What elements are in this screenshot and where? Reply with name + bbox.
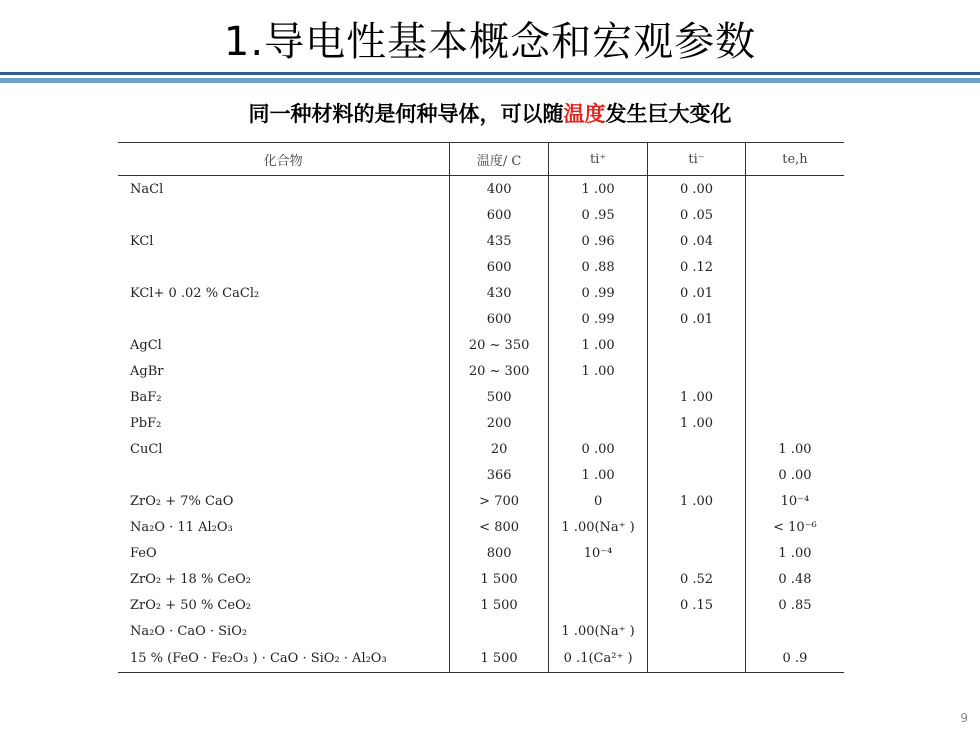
cell-cation [549,410,648,436]
cell-anion: 1 .00 [648,384,746,410]
cell-anion [648,436,746,462]
cell-electron [745,332,844,358]
cell-electron [745,202,844,228]
cell-anion: 0 .04 [648,228,746,254]
cell-electron [745,280,844,306]
transference-number-table [118,142,844,673]
cell-anion [648,618,746,644]
cell-compound: CuCl [130,441,163,457]
cell-anion: 1 .00 [648,410,746,436]
cell-compound [118,254,450,280]
cell-temperature: > 700 [450,488,549,514]
cell-electron [745,228,844,254]
cell-electron [745,384,844,410]
cell-compound: AgBr [130,363,164,379]
cell-compound: AgCl [130,337,162,353]
slide-title: 1.导电性基本概念和宏观参数 [223,19,757,65]
cell-cation: 0 .99 [549,280,648,306]
header-compound: 化合物 [118,143,450,176]
cell-cation: 1 .00 [549,358,648,384]
cell-electron: 0 .9 [745,644,844,673]
table-row [118,592,844,618]
cell-temperature: 1 500 [450,644,549,673]
cell-cation: 0 [549,488,648,514]
cell-cation [549,592,648,618]
cell-electron [745,358,844,384]
table-row [118,488,844,514]
cell-temperature: 435 [450,228,549,254]
cell-compound: 15 % (FeO · Fe₂O₃ ) · CaO · SiO₂ · Al₂O₃ [118,644,450,673]
table-row [118,436,844,462]
cell-cation: 0 .95 [549,202,648,228]
cell-anion: 1 .00 [648,488,746,514]
cell-electron: 0 .48 [745,566,844,592]
cell-anion: 0 .05 [648,202,746,228]
cell-compound: BaF₂ [130,389,162,405]
cell-anion [648,644,746,673]
cell-cation: 0 .88 [549,254,648,280]
subtitle-text-end: 发生巨大变化 [605,102,732,126]
cell-cation: 1 .00 [549,332,648,358]
header-cation-number: ti⁺ [549,143,648,176]
cell-cation: 1 .00 [549,176,648,203]
cell-anion [648,358,746,384]
cell-temperature: 200 [450,410,549,436]
cell-compound [118,202,450,228]
cell-electron: 0 .85 [745,592,844,618]
cell-electron: 1 .00 [745,436,844,462]
cell-compound: PbF₂ [130,415,162,431]
cell-compound: FeO [130,545,157,561]
header-temperature: 温度/ C [450,143,549,176]
cell-compound [118,306,450,332]
cell-temperature: 500 [450,384,549,410]
table-row [118,280,844,306]
cell-compound: Na₂O · CaO · SiO₂ [130,623,248,639]
cell-temperature: 600 [450,306,549,332]
table-row [118,176,844,203]
cell-anion [648,332,746,358]
cell-electron [745,410,844,436]
cell-temperature: 20 [450,436,549,462]
cell-electron [745,254,844,280]
cell-electron [745,176,844,203]
cell-temperature: 20 ~ 350 [450,332,549,358]
cell-temperature: < 800 [450,514,549,540]
cell-cation [549,384,648,410]
table-row [118,514,844,540]
cell-compound: KCl+ 0 .02 % CaCl₂ [130,285,260,301]
cell-anion: 0 .00 [648,176,746,203]
cell-electron: 0 .00 [745,462,844,488]
table-row [118,202,844,228]
cell-temperature: 1 500 [450,566,549,592]
table-row [118,332,844,358]
cell-cation [549,566,648,592]
subtitle-highlight: 温度 [563,102,606,126]
cell-cation: 1 .00 [549,462,648,488]
table-row [118,306,844,332]
cell-anion [648,462,746,488]
cell-cation: 0 .00 [549,436,648,462]
cell-temperature: 430 [450,280,549,306]
slide-subtitle [0,98,980,128]
table-row [118,410,844,436]
cell-cation: 1 .00(Na⁺ ) [549,514,648,540]
cell-compound: ZrO₂ + 7% CaO [130,493,234,509]
cell-cation: 1 .00(Na⁺ ) [549,618,648,644]
subtitle-text: 同一种材料的是何种导体，可以随 [248,102,564,126]
cell-compound: Na₂O · 11 Al₂O₃ [130,519,233,535]
cell-cation: 0 .1(Ca²⁺ ) [549,644,648,673]
cell-anion [648,514,746,540]
table-row [118,462,844,488]
cell-electron: 1 .00 [745,540,844,566]
cell-temperature [450,618,549,644]
cell-anion: 0 .01 [648,280,746,306]
page-number: 9 [960,711,968,725]
cell-electron [745,618,844,644]
table-row [118,358,844,384]
cell-temperature: 600 [450,202,549,228]
cell-cation: 10⁻⁴ [549,540,648,566]
cell-temperature: 600 [450,254,549,280]
table-row [118,254,844,280]
table-row [118,228,844,254]
cell-anion [648,540,746,566]
cell-anion: 0 .01 [648,306,746,332]
cell-temperature: 800 [450,540,549,566]
cell-electron: 10⁻⁴ [745,488,844,514]
table-row [118,618,844,644]
cell-anion: 0 .15 [648,592,746,618]
header-electron-number: te,h [745,143,844,176]
cell-compound: ZrO₂ + 50 % CeO₂ [130,597,251,613]
cell-cation: 0 .96 [549,228,648,254]
table-header-row [118,143,844,176]
cell-anion: 0 .52 [648,566,746,592]
header-anion-number: ti⁻ [648,143,746,176]
cell-electron [745,306,844,332]
cell-temperature: 366 [450,462,549,488]
cell-compound: KCl [130,233,154,249]
cell-compound [118,462,450,488]
cell-electron: < 10⁻⁶ [745,514,844,540]
cell-temperature: 20 ~ 300 [450,358,549,384]
table-row [118,644,844,673]
title-divider-dark [0,72,980,75]
table-row [118,540,844,566]
cell-compound: NaCl [130,181,164,197]
cell-temperature: 400 [450,176,549,203]
table-row [118,566,844,592]
title-divider-light [0,78,980,83]
table-row [118,384,844,410]
cell-compound: ZrO₂ + 18 % CeO₂ [130,571,251,587]
cell-temperature: 1 500 [450,592,549,618]
cell-cation: 0 .99 [549,306,648,332]
cell-anion: 0 .12 [648,254,746,280]
